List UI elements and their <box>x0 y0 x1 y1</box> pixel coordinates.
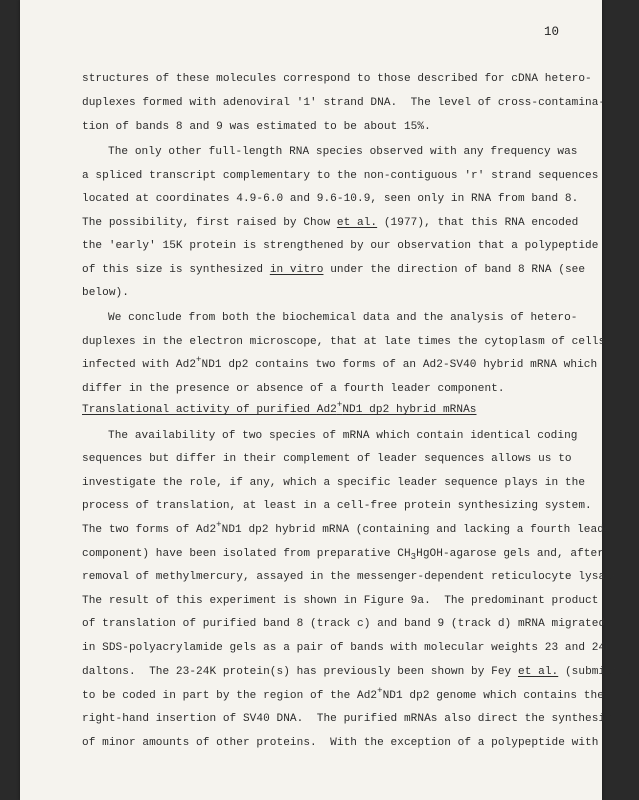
text-line: duplexes formed with adenoviral '1' strand DNA. The level of cross-contamina- <box>82 97 606 109</box>
text-line: infected with Ad2+ND1 dp2 contains two forms of an Ad2-SV40 hybrid mRNA which <box>82 355 598 371</box>
text-line: structures of these molecules correspond to those described for cDNA hetero- <box>82 73 592 85</box>
page-number: 10 <box>544 25 560 39</box>
text-line: of this size is synthesized in vitro under the direction of band 8 RNA (see <box>82 264 586 276</box>
text-line: The two forms of Ad2+ND1 dp2 hybrid mRNA (containing and lacking a fourth leader <box>82 520 618 536</box>
text-line: right-hand insertion of SV40 DNA. The purified mRNAs also direct the synthesis <box>82 713 612 725</box>
text-line: the 'early' 15K protein is strengthened by our observation that a polypeptide <box>82 240 599 252</box>
text-line: of minor amounts of other proteins. With the exception of a polypeptide with <box>82 737 599 749</box>
text-line: duplexes in the electron microscope, that at late times the cytoplasm of cells <box>82 336 606 348</box>
section-heading: Translational activity of purified Ad2+ND1 dp2 hybrid mRNAs <box>82 400 477 416</box>
text-line: to be coded in part by the region of the Ad2+ND1 dp2 genome which contains the <box>82 686 604 702</box>
document-page <box>20 0 639 800</box>
text-line: component) have been isolated from preparative $CH_3HgOH$-agarose gels and, after <box>82 548 604 562</box>
text-line: differ in the presence or absence of a fourth leader component. <box>82 383 505 395</box>
text-line: The availability of two species of mRNA which contain identical coding <box>108 430 578 442</box>
text-line: a spliced transcript complementary to the non-contiguous 'r' strand sequences <box>82 170 599 182</box>
text-line: located at coordinates 4.9-6.0 and 9.6-10.9, seen only in RNA from band 8. <box>82 193 579 205</box>
text-line: The result of this experiment is shown in Figure 9a. The predominant product <box>82 595 599 607</box>
text-line: in SDS-polyacrylamide gels as a pair of bands with molecular weights 23 and 24K <box>82 642 612 654</box>
text-line: investigate the role, if any, which a specific leader sequence plays in the <box>82 477 586 489</box>
text-line: The only other full-length RNA species observed with any frequency was <box>108 146 578 158</box>
text-line: The possibility, first raised by Chow et al. (1977), that this RNA encoded <box>82 217 579 229</box>
text-line: We conclude from both the biochemical data and the analysis of hetero- <box>108 312 578 324</box>
text-line: daltons. The 23-24K protein(s) has previously been shown by Fey et al. (submitted) <box>82 666 639 678</box>
text-line: sequences but differ in their complement of leader sequences allows us to <box>82 453 572 465</box>
text-line: of translation of purified band 8 (track c) and band 9 (track d) mRNA migrated <box>82 618 606 630</box>
text-line: below). <box>82 287 129 299</box>
text-line: process of translation, at least in a cell-free protein synthesizing system. <box>82 500 592 512</box>
text-line: removal of methylmercury, assayed in the messenger-dependent reticulocyte lysate. <box>82 571 626 583</box>
text-line: tion of bands 8 and 9 was estimated to be about 15%. <box>82 121 431 133</box>
